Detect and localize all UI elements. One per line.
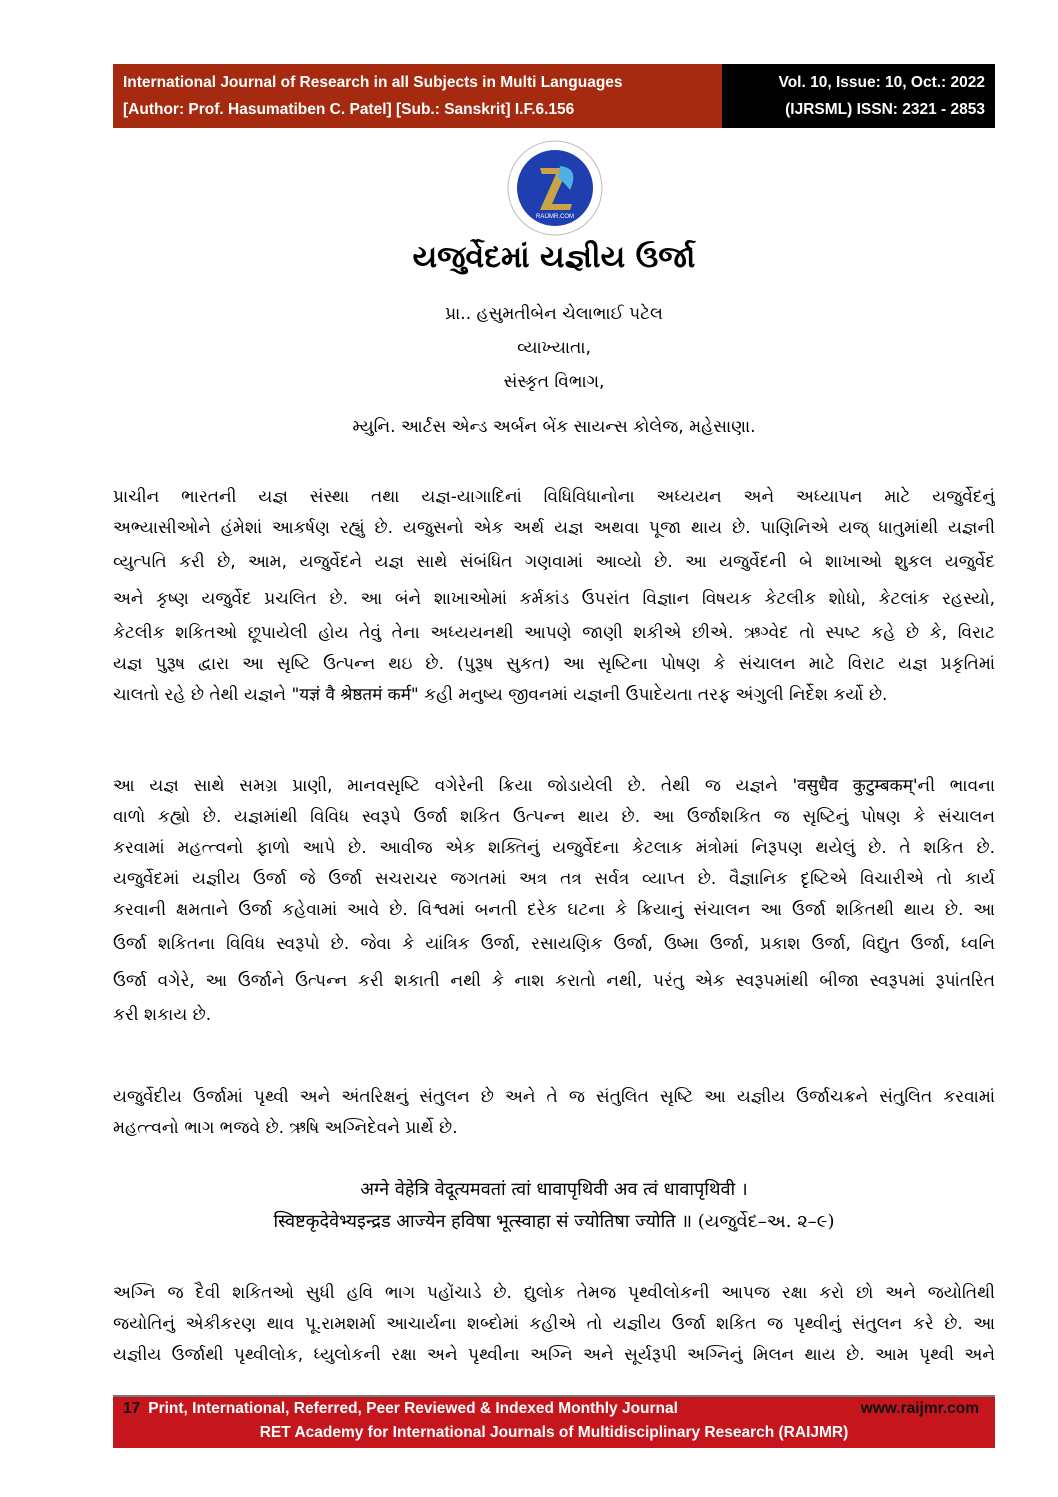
text-line: અગ્નિ જ દૈવી શકિતઓ સુધી હવિ ભાગ પહોંચાડે છે. દ્યુલોક તેમજ પૃથ્વીલોકની આપજ રક્ષા કરો છો અને જયોતિથી xyxy=(113,1283,995,1303)
text-line: વ્યુત્પતિ કરી છે, આમ, યજુર્વેદને યજ્ઞ સાથે સંબંધિત ગણવામાં આવ્યો છે. આ યજુર્વેદની બે શાખાઓ શુકલ યજુર્વેદ xyxy=(113,552,995,572)
text-line: યજ્ઞ પુરૂષ દ્વારા આ સૃષ્ટિ ઉત્પન્ન થઇ છે. (પુરૂષ સુકત) આ સૃષ્ટિના પોષણ કે સંચાલન માટે વિરાટ યજ્ઞ પ્રકૃતિમાં xyxy=(113,654,995,674)
verse-line: स्विष्टकृदेवेभ्यइन्द्रड आज्येन हविषा भूत्स्वाहा सं ज्योतिषा ज्योति ॥ (યજુર્વેદ–અ. ૨–૯) xyxy=(273,1211,835,1232)
issn: (IJRSML) ISSN: 2321 - 2853 xyxy=(785,101,985,118)
paragraph-4 xyxy=(113,1278,995,1371)
text-line: કરી શકાય છે. xyxy=(113,1005,212,1025)
paragraph-2 xyxy=(113,771,995,1031)
verse-line: अग्ने वेहेत्रि वेदूत्यमवतां त्वां धावापृथिवी अव त्वं धावापृथिवी । xyxy=(360,1179,748,1200)
article-title: યજુર્વેદમાં યજ્ઞીય ઉર્જા xyxy=(412,240,696,275)
website-link[interactable]: www.raijmr.com xyxy=(860,1400,979,1417)
sanskrit-verse xyxy=(113,1174,995,1238)
text-line: કેટલીક શકિતઓ છૂપાયેલી હોય તેવું તેના અધ્યયનથી આપણે જાણી શકીએ છીએ. ઋગ્વેદ તો સ્પષ્ટ કહે છે કે, વિરાટ xyxy=(113,623,995,643)
text-line: ઉર્જા વગેરે, આ ઉર્જાને ઉત્પન્ન કરી શકાતી નથી કે નાશ કરાતો નથી, પરંતુ એક સ્વરૂપમાંથી બીજા સ્વરૂપમાં રૂપાંતરિત xyxy=(113,971,995,991)
author-designation: વ્યાખ્યાતા, xyxy=(517,338,591,358)
author-department: સંસ્કૃત વિભાગ, xyxy=(503,372,605,392)
text-line: યજુર્વેદમાં યજ્ઞીય ઉર્જા જે ઉર્જા સચરાચર જગતમાં અત્ર તત્ર સર્વત્ર વ્યાપ્ત છે. વૈજ્ઞાનિક દૃષ્ટિએ વિચારીએ તો કાર્ય xyxy=(113,869,995,889)
volume-issue: Vol. 10, Issue: 10, Oct.: 2022 xyxy=(778,74,985,91)
author-subject-line: [Author: Prof. Hasumatiben C. Patel] [Sub.: Sanskrit] I.F.6.156 xyxy=(123,101,575,118)
publisher-name: RET Academy for International Journals of Multidisciplinary Research (RAIJMR) xyxy=(259,1424,849,1441)
paragraph-1 xyxy=(113,482,995,711)
header-right xyxy=(722,64,995,128)
text-line: અભ્યાસીઓને હંમેશાં આકર્ષણ રહ્યું છે. યજુસનો એક અર્થ યજ્ઞ અથવા પૂજા થાય છે. પાણિનિએ યજ્ ધાતુમાંથી યજ્ઞની xyxy=(113,518,995,538)
text-line: પ્રાચીન ભારતની યજ્ઞ સંસ્થા તથા યજ્ઞ-યાગાદિનાં વિધિવિધાનોના અધ્યયન અને અધ્યાપન માટે યજુર્વેદનું xyxy=(113,487,995,507)
header-left xyxy=(113,64,722,128)
text-line: યજ્ઞીય ઉર્જાથી પૃથ્વીલોક, ધ્યુલોકની રક્ષા અને પૃથ્વીના અગ્નિ અને સૂર્યરૂપી અગ્નિનું મિલન થાય છે. આમ પૃથ્વી અને xyxy=(113,1345,995,1365)
text-line: મહત્ત્વનો ભાગ ભજવે છે. ઋષિ અગ્નિદેવને પ્રાર્થે છે. xyxy=(113,1118,458,1138)
text-line: ઉર્જા શકિતના વિવિધ સ્વરૂપો છે. જેવા કે યાંત્રિક ઉર્જા, રસાયણિક ઉર્જા, ઉષ્મા ઉર્જા, પ્રકાશ ઉર્જા, વિદ્યુત ઉર્જા, ધ્વનિ xyxy=(113,934,995,954)
author-name: પ્રા.. હસુમતીબેન ચેલાભાઈ પટેલ xyxy=(445,304,663,324)
text-line: આ યજ્ઞ સાથે સમગ્ર પ્રાણી, માનવસૃષ્ટિ વગેરેની ક્રિયા જોડાયેલી છે. તેથી જ યજ્ઞને 'वसुधैव कुटुम्बकम्'ની ભાવના xyxy=(113,776,995,796)
journal-header xyxy=(113,64,995,128)
text-line: જયોતિનું એકીકરણ થાવ પૂ.રામશર્મા આચાર્યના શબ્દોમાં કહીએ તો યજ્ઞીય ઉર્જા શકિત જ પૃથ્વીનું સંતુલન કરે છે. આ xyxy=(113,1314,995,1334)
svg-text:RAIJMR.COM: RAIJMR.COM xyxy=(536,214,574,220)
page-number: 17 xyxy=(123,1400,141,1417)
text-line: કરવામાં મહત્ત્વનો ફાળો આપે છે. આવીજ એક શક્તિનું યજુર્વેદના કેટલાક મંત્રોમાં નિરૂપણ થયેલું છે. તે શકિત છે. xyxy=(113,838,995,858)
text-line: ચાલતો રહે છે તેથી યજ્ઞને "यज्ञं वै श्रेष्ठतमं कर्म" કહી મનુષ્ય જીવનમાં યજ્ઞની ઉપાદેયતા તરફ અંગુલી નિર્દેશ કર્યો છે. xyxy=(113,685,888,705)
text-line: અને કૃષ્ણ યજુર્વેદ પ્રચલિત છે. આ બંને શાખાઓમાં કર્મકાંડ ઉપરાંત વિજ્ઞાન વિષયક કેટલીક શોધો, કેટલાંક રહસ્યો, xyxy=(113,589,995,609)
journal-footer xyxy=(113,1395,995,1448)
raijmr-logo xyxy=(500,138,610,238)
text-line: યજુર્વેદીય ઉર્જામાં પૃથ્વી અને અંતરિક્ષનું સંતુલન છે અને તે જ સંતુલિત સૃષ્ટિ આ યજ્ઞીય ઉર્જાચક્રને સંતુલિત કરવામાં xyxy=(113,1087,995,1107)
text-line: વાળો કહ્યો છે. યજ્ઞમાંથી વિવિધ સ્વરૂપે ઉર્જા શકિત ઉત્પન્ન થાય છે. આ ઉર્જાશકિત જ સૃષ્ટિનું પોષણ કે સંચાલન xyxy=(113,807,995,827)
author-college: મ્યુનિ. આર્ટસ એન્ડ અર્બન બેંક સાયન્સ કોલેજ, મહેસાણા. xyxy=(352,417,756,437)
text-line: કરવાની ક્ષમતાને ઉર્જા કહેવામાં આવે છે. વિશ્વમાં બનતી દરેક ઘટના કે ક્રિયાનું સંચાલન આ ઉર્જા શકિતથી થાય છે. આ xyxy=(113,900,995,920)
journal-name: International Journal of Research in all Subjects in Multi Languages xyxy=(123,74,623,91)
paragraph-3 xyxy=(113,1082,995,1144)
footer-tagline: Print, International, Referred, Peer Reviewed & Indexed Monthly Journal xyxy=(148,1400,678,1417)
